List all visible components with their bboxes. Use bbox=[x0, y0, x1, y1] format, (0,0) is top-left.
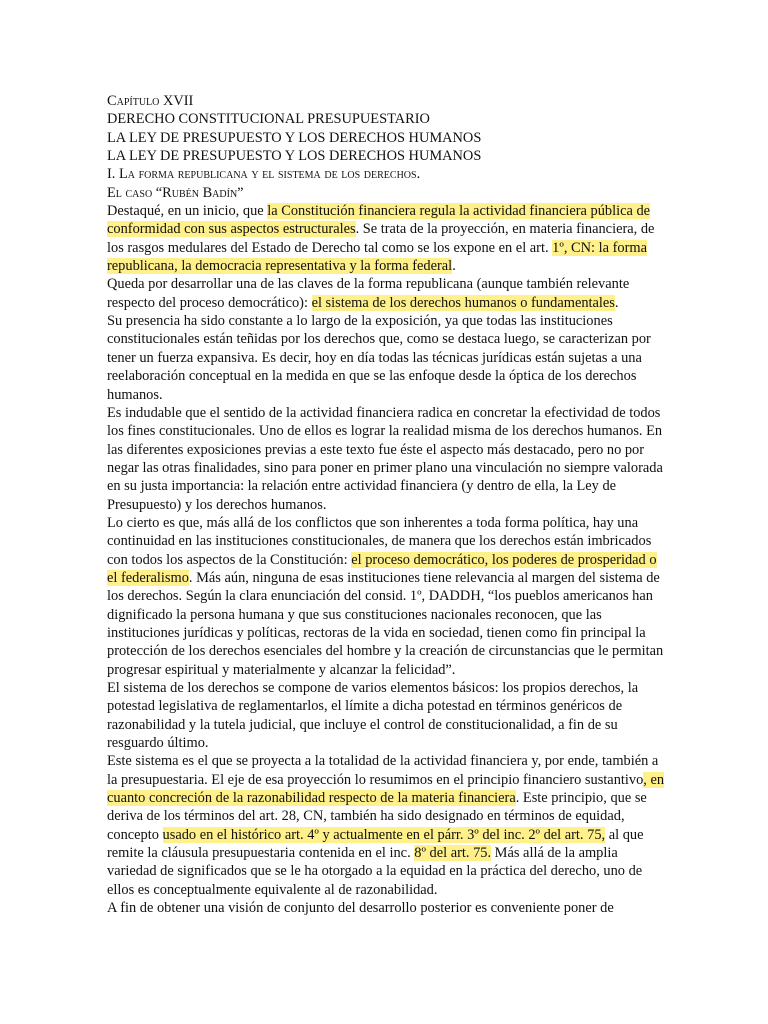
paragraph-5-text: Lo cierto es que, más allá de los conflictos que son inherentes a toda forma política, hay una continuidad en las instituciones constitucionales, de manera que los derechos están imbricados con todos los aspectos de la Constitución: bbox=[107, 514, 652, 568]
highlight-art-75-inc-2: usado en el histórico art. 4º y actualmente en el párr. 3º del inc. 2º del art. 75, bbox=[162, 826, 606, 843]
paragraph-8: A fin de obtener una visión de conjunto del desarrollo posterior es conveniente poner de bbox=[107, 900, 614, 917]
paragraph-7 bbox=[107, 752, 667, 899]
paragraph-4: Es indudable que el sentido de la actividad financiera radica en concretar la efectividad de todos los fines constitucionales. Uno de ellos es lograr la realidad misma de los derechos humanos. En las diferentes exposiciones previas a este texto fue éste el aspecto más destacado, pero no por negar las otras finalidades, sino para poner en primer plano una vinculación no siempre valorada en su justa importancia: la relación entre actividad financiera (y dentro de ella, la Ley de Presupuesto) y los derechos humanos. bbox=[107, 404, 663, 513]
paragraph-1-text: . Se trata de la proyección, en materia financiera, de los rasgos medulares del Estado de Derecho tal como se los expone en el art. bbox=[107, 221, 655, 256]
paragraph-7-text: Más allá de la amplia variedad de significados que se le ha otorgado a la equidad en la práctica del derecho, uno de ellos es conceptualmente equivalente al de razonabilidad. bbox=[107, 845, 643, 898]
paragraph-6: El sistema de los derechos se compone de varios elementos básicos: los propios derechos, la potestad legislativa de reglamentarlos, el límite a dicha potestad en términos genéricos de razonabilidad y la tutela judicial, que incluye el control de constitucionalidad, a fin de su resguardo último. bbox=[107, 680, 639, 752]
title-derecho-constitucional: DERECHO CONSTITUCIONAL PRESUPUESTARIO bbox=[107, 111, 430, 128]
highlight-proceso-democratico: el proceso democrático, los poderes de prosperidad o el federalismo bbox=[107, 551, 657, 586]
highlight-constitucion-financiera: la Constitución financiera regula la actividad financiera pública de conformidad con sus aspectos estructurales bbox=[107, 203, 651, 238]
highlight-razonabilidad: , en cuanto concreción de la razonabilidad respecto de la materia financiera bbox=[107, 771, 665, 807]
document-page bbox=[107, 92, 667, 917]
title-ley-presupuesto-repeat: LA LEY DE PRESUPUESTO Y LOS DERECHOS HUMANOS bbox=[107, 148, 482, 165]
paragraph-1 bbox=[107, 202, 667, 275]
paragraph-7-text: . Este principio, que se deriva de los términos del art. 28, CN, también ha sido designado en términos de equidad, concepto bbox=[107, 790, 647, 843]
paragraph-1-text: Destaqué, en un inicio, que bbox=[107, 203, 268, 220]
highlight-forma-republicana: 1º, CN: la forma republicana, la democracia representativa y la forma federal bbox=[107, 239, 647, 275]
paragraph-2-text: . bbox=[614, 294, 619, 311]
chapter-heading: Capítulo XVII bbox=[107, 93, 194, 109]
section-heading: I. La forma republicana y el sistema de los derechos. bbox=[107, 166, 421, 183]
paragraph-2-text: Queda por desarrollar una de las claves de la forma republicana (aunque también relevante respecto del proceso democrático): bbox=[107, 276, 630, 311]
title-ley-presupuesto: LA LEY DE PRESUPUESTO Y LOS DERECHOS HUMANOS bbox=[107, 129, 482, 146]
paragraph-1-text: . bbox=[452, 258, 456, 275]
highlight-art-75-inc-8: 8º del art. 75. bbox=[414, 845, 492, 862]
case-heading: El caso “Rubén Badín” bbox=[107, 184, 244, 201]
highlight-sistema-derechos: el sistema de los derechos humanos o fundamentales bbox=[311, 294, 615, 311]
paragraph-7-text: Este sistema es el que se proyecta a la totalidad de la actividad financiera y, por ende, también a la presupuestaria. El eje de esa proyección lo resumimos en el principio financiero sustantivo bbox=[107, 753, 659, 788]
paragraph-3: Su presencia ha sido constante a lo largo de la exposición, ya que todas las instituciones constitucionales están teñidas por los derechos que, como se destaca luego, se caracterizan por tener un fuerza expansiva. Es decir, hoy en día todas las técnicas jurídicas están sujetas a una reelaboración conceptual en la medida en que se las enfoque desde la óptica de los derechos humanos. bbox=[107, 313, 651, 403]
paragraph-2 bbox=[107, 275, 667, 312]
paragraph-5 bbox=[107, 514, 667, 679]
paragraph-5-text: . Más aún, ninguna de esas instituciones tiene relevancia al margen del sistema de los derechos. Según la clara enunciación del consid. 1º, DADDH, “los pueblos americanos han dignificado la persona humana y que sus constituciones nacionales reconocen, que las instituciones jurídicas y políticas, rectoras de la vida en sociedad, tienen como fin principal la protección de los derechos esenciales del hombre y la creación de circunstancias que le permitan progresar espiritual y materialmente y alcanzar la felicidad”. bbox=[107, 569, 664, 678]
paragraph-7-text: al que remite la cláusula presupuestaria contenida en el inc. bbox=[107, 826, 644, 862]
